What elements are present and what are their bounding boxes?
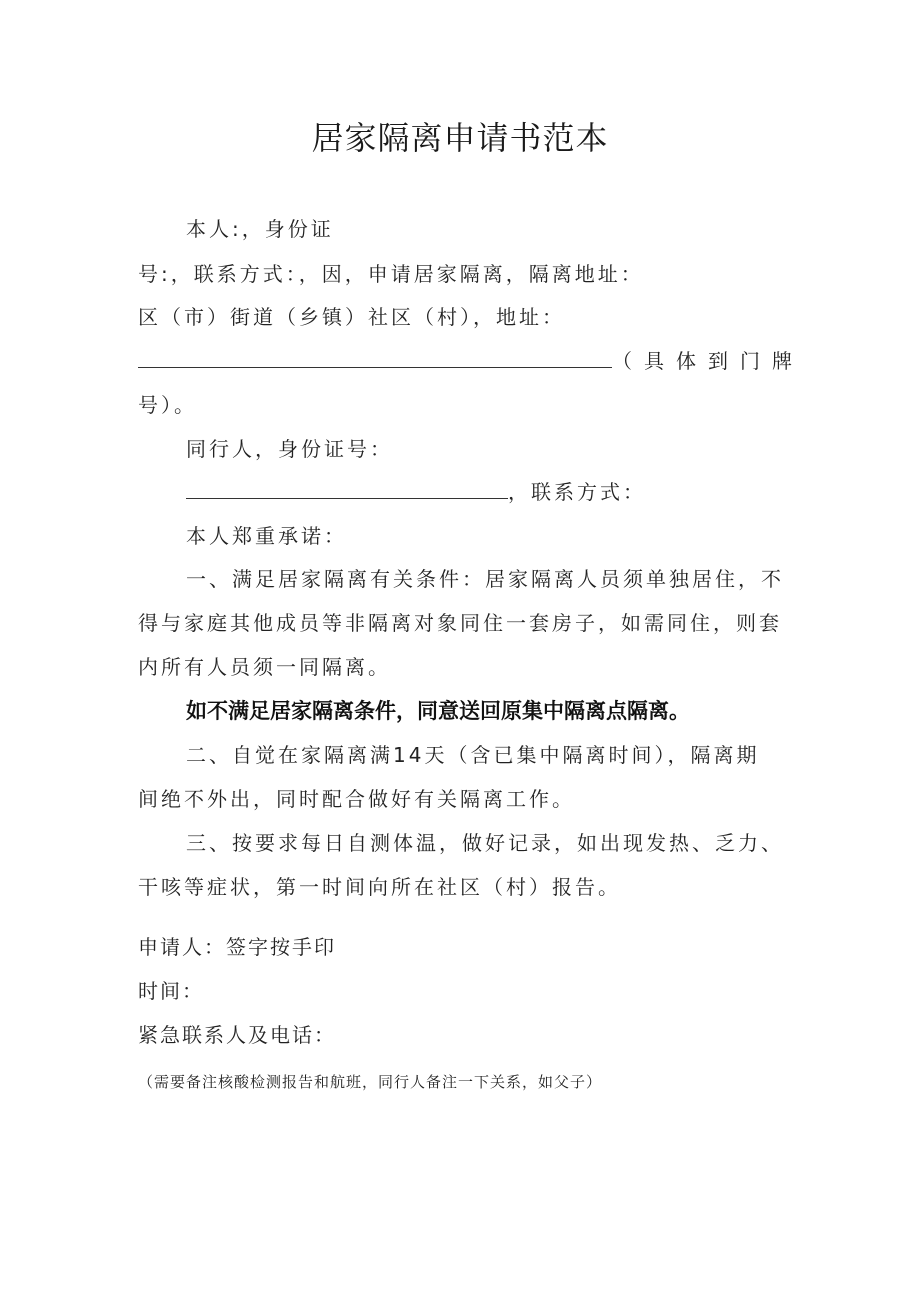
time-line: 时间： xyxy=(138,979,204,1003)
pledge-item-1-line-1: 一、满足居家隔离有关条件：居家隔离人员须单独居住，不 xyxy=(186,567,784,591)
emergency-contact-line: 紧急联系人及电话： xyxy=(138,1023,336,1047)
companion-blank xyxy=(186,480,508,499)
pledge-item-2-line-1: 二、自觉在家隔离满14天（含已集中隔离时间），隔离期 xyxy=(186,743,760,767)
address-blank-line xyxy=(138,347,804,375)
pledge-intro: 本人郑重承诺： xyxy=(186,524,347,548)
pledge-item-2-line-2: 间绝不外出，同时配合做好有关隔离工作。 xyxy=(138,787,575,811)
address-blank xyxy=(138,349,612,368)
id-contact-line: 号:，联系方式：，因，申请居家隔离，隔离地址： xyxy=(138,262,644,286)
district-address-line: 区（市）街道（乡镇）社区（村），地址： xyxy=(138,305,565,329)
address-note: （具体到门牌 xyxy=(612,349,804,373)
companion-blank-line xyxy=(186,478,646,506)
pledge-item-1-line-3: 内所有人员须一同隔离。 xyxy=(138,655,391,679)
pledge-item-1-line-2: 得与家庭其他成员等非隔离对象同住一套房子，如需同住，则套 xyxy=(138,611,782,635)
companion-contact-label: ，联系方式： xyxy=(508,480,646,504)
pledge-item-3-line-1: 三、按要求每日自测体温，做好记录，如出现发热、乏力、 xyxy=(186,831,784,855)
applicant-intro-line: 本人:，身份证 xyxy=(186,217,334,241)
applicant-signature-line: 申请人：签字按手印 xyxy=(138,935,336,959)
companion-line: 同行人，身份证号： xyxy=(186,437,393,461)
pledge-item-3-line-2: 干咳等症状，第一时间向所在社区（村）报告。 xyxy=(138,875,621,899)
house-number-line: 号）。 xyxy=(138,393,197,417)
page-title: 居家隔离申请书范本 xyxy=(311,119,609,157)
remark-note: （需要备注核酸检测报告和航班，同行人备注一下关系，如父子） xyxy=(138,1073,603,1091)
bold-statement: 如不满足居家隔离条件，同意送回原集中隔离点隔离。 xyxy=(186,699,690,723)
